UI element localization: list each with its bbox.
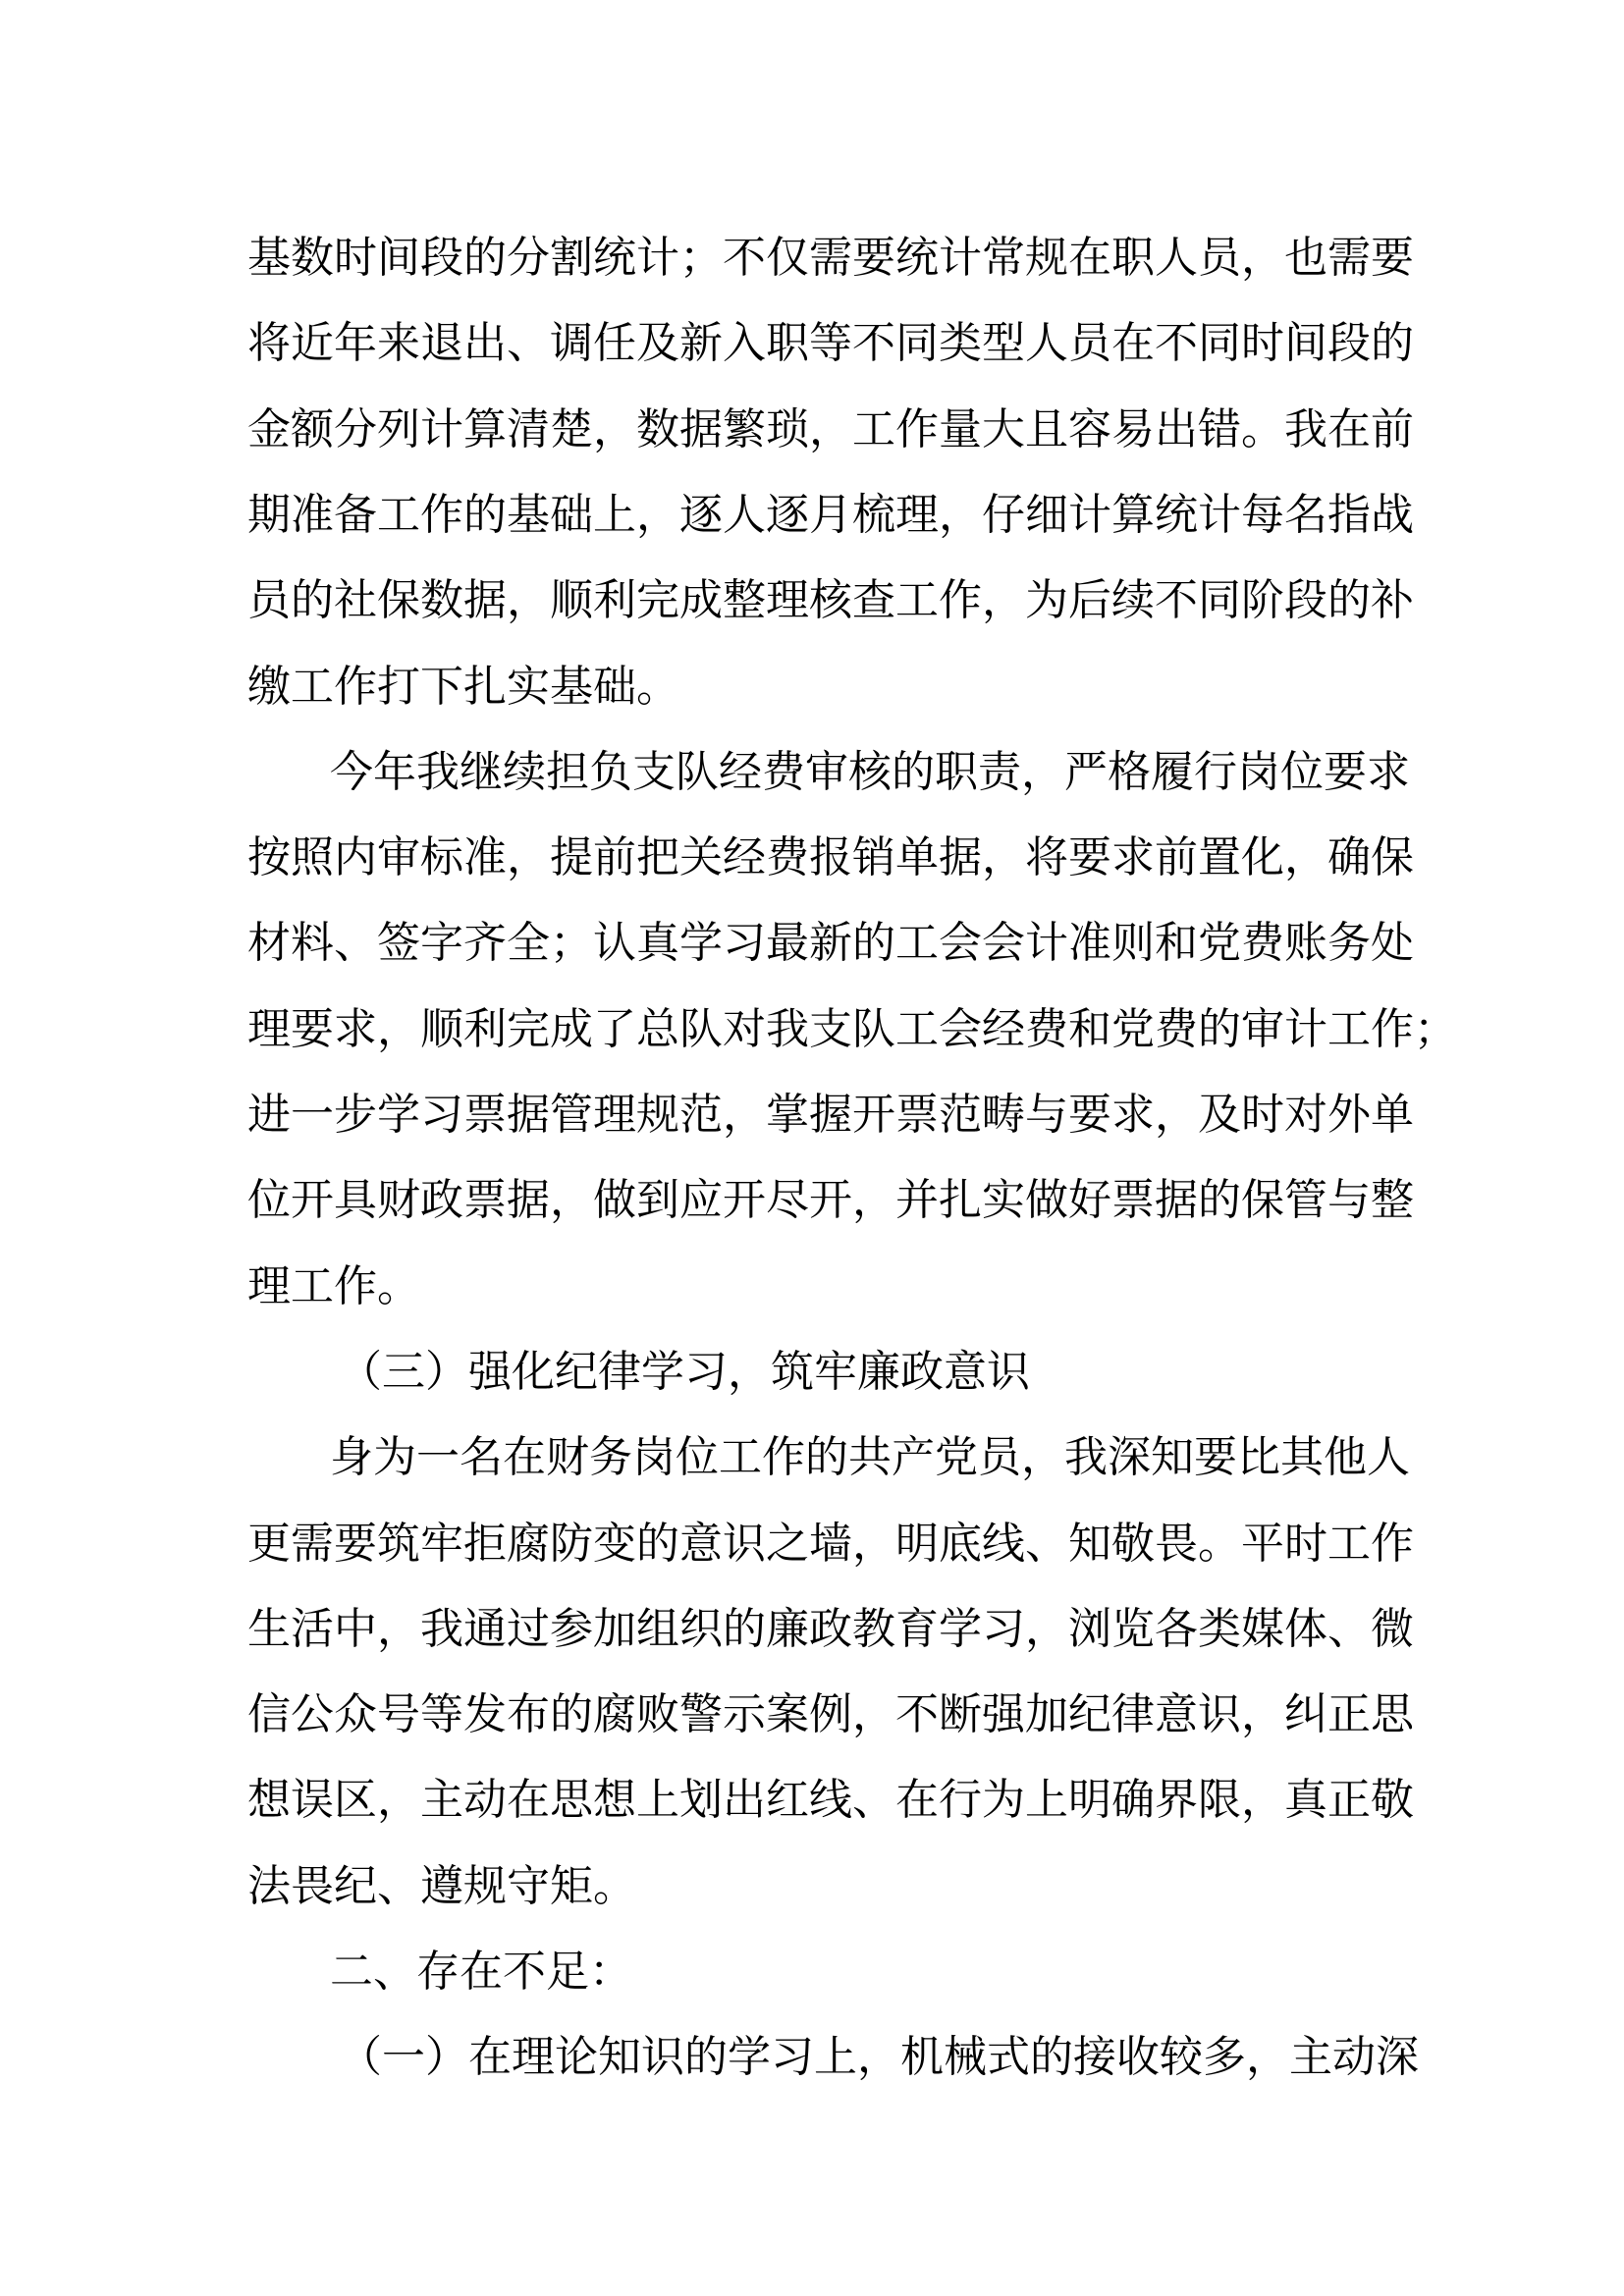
text-line: 期准备工作的基础上，逐人逐月梳理，仔细计算统计每名指战 (247, 489, 1414, 540)
text-line: 想误区，主动在思想上划出红线、在行为上明确界限，真正敬 (247, 1775, 1414, 1826)
text-line: 按照内审标准，提前把关经费报销单据，将要求前置化，确保 (247, 832, 1414, 883)
text-line: 生活中，我通过参加组织的廉政教育学习，浏览各类媒体、微 (247, 1603, 1414, 1654)
text-line: 位开具财政票据，做到应开尽开，并扎实做好票据的保管与整 (247, 1175, 1414, 1226)
section-heading-line: （一）在理论知识的学习上，机械式的接收较多，主动深 (339, 2032, 1419, 2083)
text-line: 身为一名在财务岗位工作的共产党员，我深知要比其他人 (330, 1432, 1410, 1483)
text-line: 将近年来退出、调任及新入职等不同类型人员在不同时间段的 (247, 318, 1414, 369)
text-line: 信公众号等发布的腐败警示案例，不断强加纪律意识，纠正思 (247, 1689, 1414, 1740)
text-line: 金额分列计算清楚，数据繁琐，工作量大且容易出错。我在前 (247, 403, 1414, 454)
section-heading-line: （三）强化纪律学习，筑牢廉政意识 (339, 1346, 1030, 1397)
text-line: 缴工作打下扎实基础。 (247, 661, 679, 712)
text-line: 理工作。 (247, 1260, 420, 1311)
text-line: 今年我继续担负支队经费审核的职责，严格履行岗位要求 (330, 746, 1410, 797)
text-line: 更需要筑牢拒腐防变的意识之墙，明底线、知敬畏。平时工作 (247, 1518, 1414, 1569)
text-line: 材料、签字齐全；认真学习最新的工会会计准则和党费账务处 (247, 918, 1414, 969)
text-line: 二、存在不足： (330, 1947, 632, 1997)
text-line: 进一步学习票据管理规范，掌握开票范畴与要求，及时对外单 (247, 1090, 1414, 1140)
text-line: 员的社保数据，顺利完成整理核查工作，为后续不同阶段的补 (247, 575, 1414, 626)
text-line: 基数时间段的分割统计；不仅需要统计常规在职人员，也需要 (247, 233, 1414, 283)
text-line: 理要求，顺利完成了总队对我支队工会经费和党费的审计工作； (247, 1003, 1457, 1054)
text-line: 法畏纪、遵规守矩。 (247, 1860, 636, 1911)
